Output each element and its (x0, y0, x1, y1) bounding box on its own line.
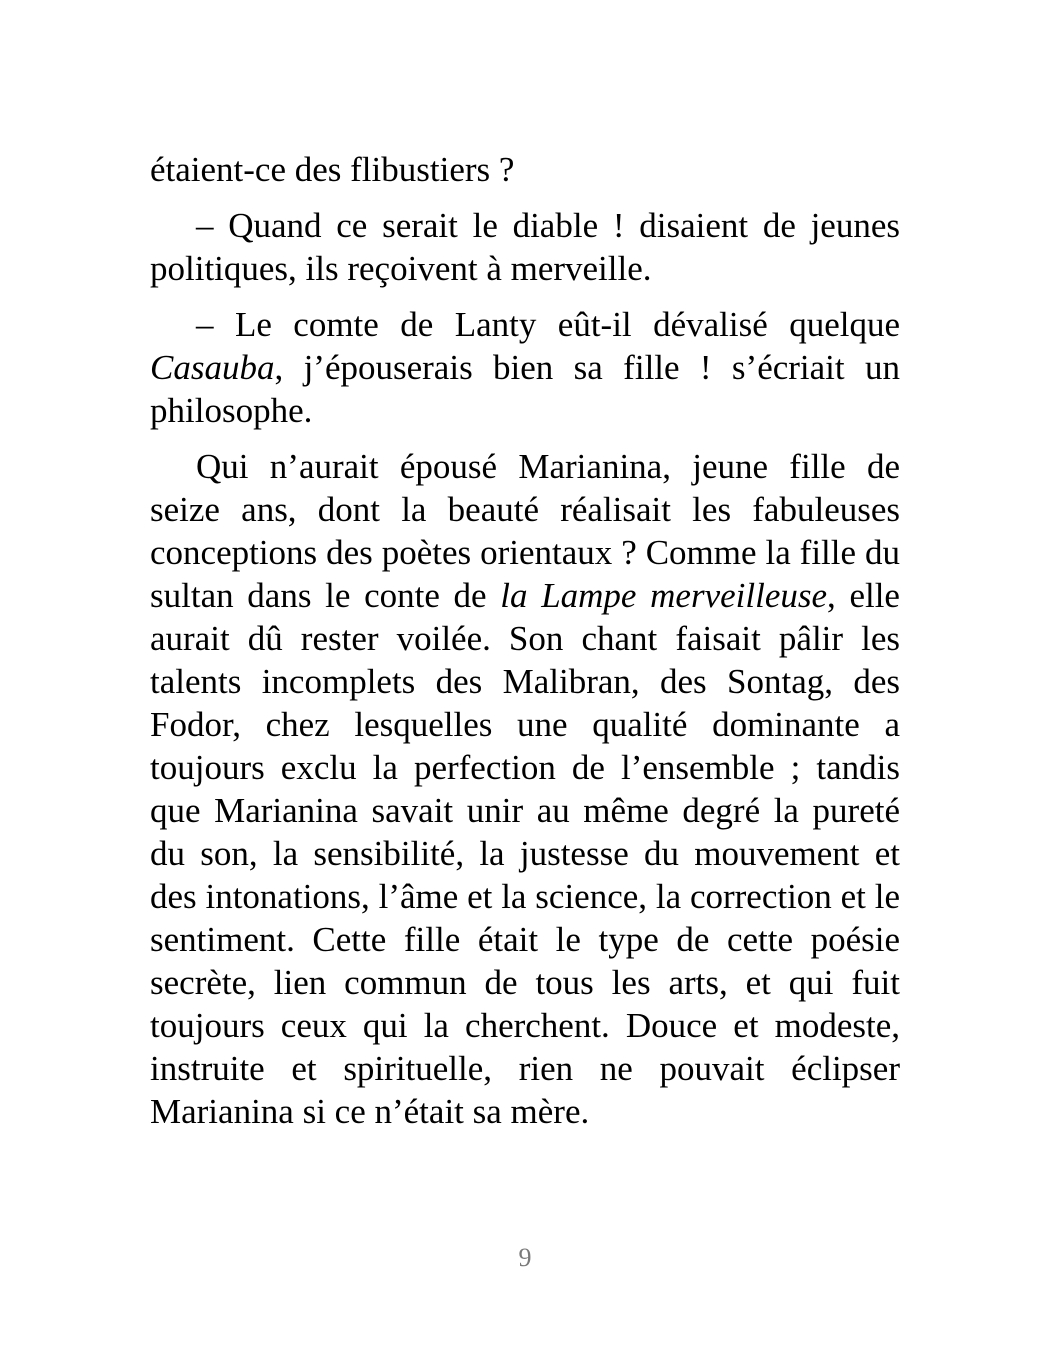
italic-title: Casauba (150, 348, 275, 387)
italic-title: la Lampe merveilleuse (500, 576, 828, 615)
paragraph-4 (150, 445, 900, 1133)
paragraph-3 (150, 303, 900, 432)
paragraph-text: Qui n’aurait épousé Marianina, jeune fille de seize ans, dont la beauté réalisait les fabuleuses conceptions des poètes orientaux ? Comme la fille du sultan dans le conte de (150, 447, 900, 615)
page-number: 9 (518, 1243, 532, 1272)
paragraph-2 (150, 204, 900, 290)
paragraph-text: – Quand ce serait le diable ! disaient de jeunes politiques, ils reçoivent à merveille. (150, 206, 900, 288)
page-body (150, 148, 900, 1146)
paragraph-text: – Le comte de Lanty eût-il dévalisé quelque (196, 305, 900, 344)
paragraph-1 (150, 148, 900, 191)
paragraph-text: , j’épouserais bien sa fille ! s’écriait un philosophe. (150, 348, 900, 430)
paragraph-text: étaient-ce des flibustiers ? (150, 150, 515, 189)
paragraph-text: , elle aurait dû rester voilée. Son chant faisait pâlir les talents incomplets des Malibran, des Sontag, des Fodor, chez lesquelles une qualité dominante a toujours exclu la perfection de l’ensemble ; tandis que Marianina savait unir au même degré la pureté du son, la sensibilité, la justesse du mouvement et des intonations, l’âme et la science, la correction et le sentiment. Cette fille était le type de cette poésie secrète, lien commun de tous les arts, et qui fuit toujours ceux qui la cherchent. Douce et modeste, instruite et spirituelle, rien ne pouvait éclipser Marianina si ce n’était sa mère. (150, 576, 900, 1131)
